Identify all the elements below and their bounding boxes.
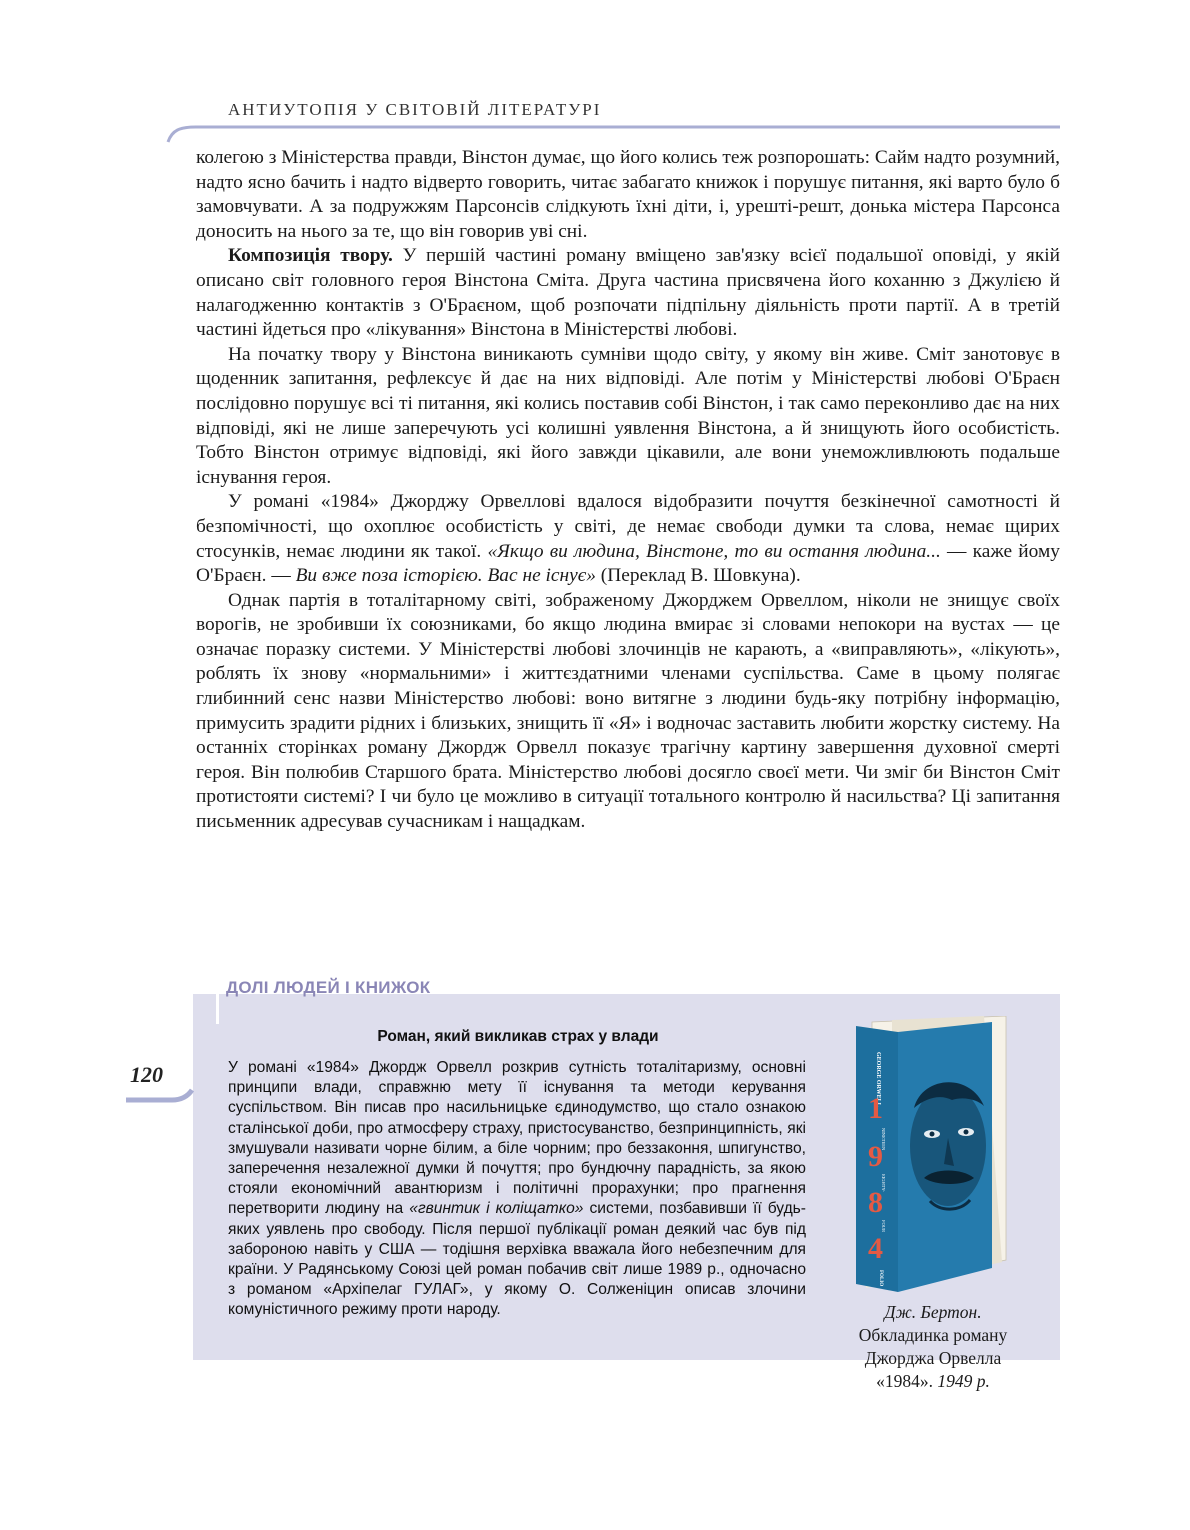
cover-word-3: FOUR [881, 1220, 886, 1233]
book-cover-image [852, 1016, 1012, 1292]
cover-digit-2: 9 [868, 1140, 883, 1173]
running-header: АНТИУТОПІЯ У СВІТОВІЙ ЛІТЕРАТУРІ [228, 100, 602, 119]
paragraph-5: Однак партія в тоталітарному світі, зображеному Джорджем Орвеллом, ніколи не знищує своїх ворогів, не зробивши їх союзниками, бо якщо людина вмирає зі словами непокори на вустах — це означає поразку системи. У Міністерстві любові злочинців не карають, а «виправляють», «лікують», роблять їх знову «нормальними» і життєздатними членами суспільства. Саме в цьому полягає глибинний сенс назви Міністерство любові: воно витягне з людини будь-яку потрібну інформацію, примусить зрадити рідних і близьких, знищить її «Я» і водночас заставить любити жорстку систему. На останніх сторінках роману Джордж Орвелл показує трагічну картину завершення духовної смерті героя. Він полюбив Старшого брата. Міністерство любові досягло своєї мети. Чи зміг би Вінстон Сміт протистояти системі? І чи було це можливо в ситуації тотального контролю й насильства? Ці запитання письменник адресував сучасникам і нащадкам. [196, 589, 1060, 833]
cover-author-line: GEORGE ORWELL [875, 1052, 881, 1107]
caption-year: 1949 р. [937, 1371, 990, 1391]
sidebar-label: ДОЛІ ЛЮДЕЙ І КНИЖОК [226, 978, 431, 997]
main-text [196, 146, 1060, 835]
figure-caption [838, 1301, 1028, 1393]
quote-2: Ви вже поза історією. Вас не існує» [295, 565, 596, 587]
section-heading: Композиція твору. [228, 245, 393, 267]
cover-word-1: NINETEEN [881, 1128, 886, 1151]
sidebar-text: У романі «1984» Джордж Орвелл розкрив сутність тоталітаризму, основні принципи влади, справжню мету її існування та методи керування суспільством. Він писав про насильницьке єдинодумство, що стало ознакою сталінської доби, про атмосферу страху, пристосуванство, безпринципність, які змушували називати чорне білим, а біле чорним; про беззаконня, шпигунство, заперечення незалежної думки й почуття; про бундючну парадність, за якою стояли економічний авантюризм і політичні прорахунки; про прагнення перетворити людину на «гвинтик і коліщатко» системи, позбавивши її будь-яких уявлень про свободу. Після першої публікації роман деякий час був під забороною навіть у США — тодішня верхівка вважала його небезпечним для країни. У Радянському Союзі цей роман побачив світ лише 1989 р., одночасно з романом «Архіпелаг ГУЛАГ», у якому О. Солженіцин описав злочини комуністичного режиму проти народу. [228, 1059, 806, 1319]
cover-digit-4: 4 [868, 1232, 883, 1265]
caption-line-1: Обкладинка роману [858, 1325, 1008, 1345]
paragraph-3: На початку твору у Вінстона виникають сумніви щодо світу, у якому він живе. Сміт занотовує в щоденник запитання, рефлексує й дає на них відповіді. Але потім у Міністерстві любові О'Браєн послідовно порушує всі ті питання, які колись поставив собі Вінстон, і так само переконливо дає на них відповіді, які не лише заперечують усі колишні уявлення Вінстона, а й знищують його особистість. Тобто Вінстон отримує відповіді, які його завжди цікавили, але вони унеможливлюють подальше існування героя. [196, 343, 1060, 488]
page-number: 120 [130, 1062, 163, 1087]
cover-word-2: EIGHTY- [881, 1174, 886, 1192]
paragraph-1: колегою з Міністерства правди, Вінстон думає, що його колись теж розпорошать: Сайм надто розумний, надто ясно бачить і надто відверто говорить, читає забагато книжок і порушує питання, які варто було б замовчувати. А за подружжям Парсонсів слідкують їхні діти, і, урешті-решт, донька містера Парсонса доносить на нього за те, що він говорив уві сні. [196, 147, 1060, 242]
cover-digit-1: 1 [868, 1092, 883, 1125]
quote-1: «Якщо ви людина, Вінстоне, то ви остання людина... [487, 540, 941, 562]
sidebar-title: Роман, який викликав страх у влади [377, 1028, 659, 1045]
sidebar-quote: «гвинтик і коліщатко» [409, 1200, 584, 1218]
header-decoration [0, 0, 1190, 160]
caption-title: «1984». [876, 1371, 933, 1391]
paragraph-4: У романі «1984» Джорджу Орвеллові вдалося відобразити почуття безкінечної самотності й безпомічності, що охоплює особистість у світі, де немає свободи думки та слова, немає щирих стосунків, немає людини як такої. «Якщо ви людина, Вінстоне, то ви остання людина... — каже йому О'Браєн. — Ви вже поза історією. Вас не існує» (Переклад В. Шовкуна). [196, 491, 1060, 587]
sidebar-tab-marker [216, 994, 219, 1024]
cover-digit-3: 8 [868, 1186, 883, 1219]
caption-line-2: Джорджа Орвелла [864, 1348, 1002, 1368]
caption-author: Дж. Бертон. [884, 1302, 982, 1322]
cover-publisher: FOLIO [878, 1270, 883, 1287]
footer-decoration [0, 1084, 220, 1114]
paragraph-2: Композиція твору. У першій частині роману вміщено зав'язку всієї подальшої оповіді, у якій описано світ головного героя Вінстона Сміта. Друга частина присвячена його коханню з Джулією й налагодженню контактів з О'Браєном, щоб розпочати підпільну діяльність проти партії. А в третій частині йдеться про «лікування» Вінстона в Міністерстві любові. [196, 245, 1061, 341]
